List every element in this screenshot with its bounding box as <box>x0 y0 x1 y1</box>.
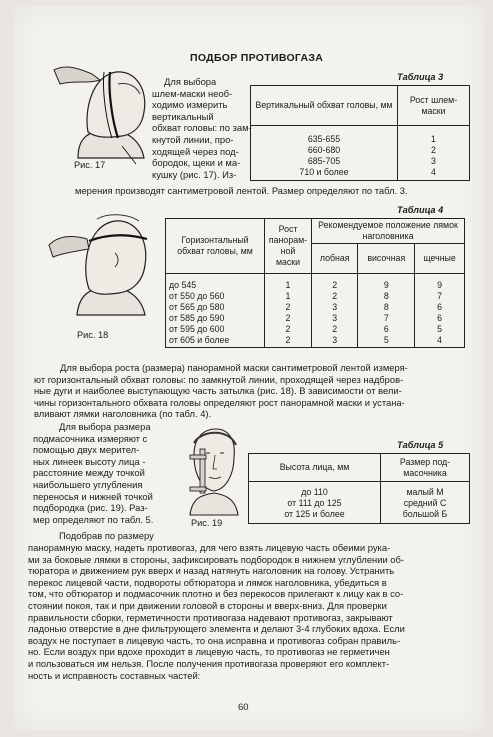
table-row: 4 <box>437 335 443 345</box>
table-row: 2 <box>332 280 338 290</box>
table-row: 5 <box>383 335 389 345</box>
paragraph-1-tail: мерения производят сантиметровой лентой. Размер определяют по табл. 3. <box>75 185 408 196</box>
text-line: мер определяют по табл. 5. <box>33 513 154 525</box>
table-3 <box>250 85 470 181</box>
text-line: ных линеек высоту лица - <box>33 455 146 467</box>
table-row: 3 <box>332 335 338 345</box>
table-header: Рост панорам-ной маски <box>265 219 312 274</box>
table-header: Высота лица, мм <box>249 454 381 482</box>
table-row: 2 <box>285 302 291 312</box>
text-line: Для выбора роста (размера) панорамной маски сантиметровой лентой измеря- <box>60 362 408 373</box>
table-row: 6 <box>437 313 443 323</box>
table-row: 635-655 <box>307 134 341 144</box>
table-row: 4 <box>431 167 436 177</box>
table-subheader: лобная <box>312 244 358 274</box>
table-row: от 111 до 125 <box>287 498 342 508</box>
text-line: Для выбора <box>164 76 217 87</box>
table-subheader: височная <box>358 244 415 274</box>
text-line: том, что обтюратор и подмасочник плотно и без перекосов прилегают к лицу как в со- <box>28 588 404 600</box>
table-4 <box>165 218 465 348</box>
text-line: вливают лямки наголовника (по табл. 4). <box>34 408 212 420</box>
table-cell <box>398 126 470 181</box>
text-line: бородок, щеки и ма- <box>152 157 241 169</box>
table-row: 8 <box>383 291 389 301</box>
text-line: расстояние между точкой <box>33 467 145 479</box>
table-row: от 595 до 600 <box>169 324 225 334</box>
table-row: от 550 до 560 <box>169 291 225 301</box>
text-line: ладонью отверстие в дне фильтрующего элемента и делают 3-4 глубоких вдоха. Если <box>28 623 405 635</box>
table-header: Размер под-масочника <box>381 454 470 482</box>
figure-18-caption: Рис. 18 <box>77 330 109 340</box>
table-row: 2 <box>431 145 436 155</box>
text-line: панорамную маску, надеть противогаз, для чего взять лицевую часть обеими рука- <box>28 542 391 553</box>
paragraph-2 <box>34 362 479 420</box>
table-row: 1 <box>431 134 436 144</box>
table-row: 2 <box>285 324 291 334</box>
text-line: ходимо измерить <box>152 99 228 111</box>
text-line: тюратора и движением рук вверх и назад натянуть наголовник на голову. Устранить <box>28 565 395 577</box>
text-line: чины горизонтального обхвата головы определяют рост панорамной маски и устана- <box>34 396 405 408</box>
text-line: Для выбора размера <box>59 421 151 432</box>
text-line: наибольшего углубления <box>33 478 143 490</box>
figure-19-caption: Рис. 19 <box>191 518 223 528</box>
text-line: воздух не поступает в лицевую часть, то она исправна и противогаз собран правиль- <box>28 634 401 646</box>
table-row: до 545 <box>169 280 197 290</box>
table-row: 1 <box>285 280 291 290</box>
text-line: ность и исправность составных частей: <box>28 669 201 681</box>
table-4-label: Таблица 4 <box>397 205 444 215</box>
text-line: кнутой линии, про- <box>152 133 234 145</box>
table-row: 9 <box>437 280 443 290</box>
table-row: 2 <box>332 291 338 301</box>
table-cell <box>251 126 398 181</box>
table-row: 3 <box>332 313 338 323</box>
table-row: 7 <box>383 313 389 323</box>
table-row: от 125 и более <box>284 509 345 519</box>
table-row: 6 <box>437 302 443 312</box>
page-number: 60 <box>238 702 249 713</box>
table-row: средний С <box>403 498 447 508</box>
table-row: 6 <box>383 324 389 334</box>
text-line: правильности сборки, герметичности противогаза надевают противогаз, закрывают <box>28 611 393 623</box>
text-line: перекос лицевой части, подвороты обтюратора и лямок наголовника, убедиться в <box>28 576 387 588</box>
table-row: большой Б <box>402 509 448 519</box>
table-row: 2 <box>332 324 338 334</box>
paragraph-4 <box>28 542 478 681</box>
figure-17-illustration <box>48 50 158 165</box>
paragraph-4-first-line: Подобрав по размеру <box>59 530 154 541</box>
text-line: обхват головы: по зам- <box>152 122 252 134</box>
table-3-label: Таблица 3 <box>397 72 444 82</box>
table-5 <box>248 453 470 524</box>
table-row: 9 <box>383 280 389 290</box>
table-cell <box>415 274 465 348</box>
table-row: от 585 до 590 <box>169 313 225 323</box>
text-line: кушку (рис. 17). Из- <box>152 168 237 180</box>
table-cell <box>166 274 265 348</box>
text-line: ные дуги и наиболее выступающую часть затылка (рис. 18). В зависимости от вели- <box>34 385 402 397</box>
table-row: 2 <box>285 335 291 345</box>
table-cell <box>381 482 470 524</box>
table-row: 5 <box>437 324 443 334</box>
figure-18-illustration <box>45 205 160 320</box>
table-row: малый М <box>406 487 444 497</box>
figure-17-caption: Рис. 17 <box>74 160 106 170</box>
text-line: вертикальный <box>152 110 214 122</box>
text-line: подмасочника измеряют с <box>33 432 148 444</box>
table-header: Рост шлем-маски <box>398 86 470 126</box>
page-title: ПОДБОР ПРОТИВОГАЗА <box>190 52 324 64</box>
table-row: 3 <box>332 302 338 312</box>
table-row: 8 <box>383 302 389 312</box>
text-line: ходящей через под- <box>152 145 239 157</box>
table-row: до 110 <box>301 487 328 497</box>
figure-19-illustration <box>180 425 248 517</box>
table-row: 1 <box>285 291 291 301</box>
text-line: ми за боковые лямки в стороны, зафиксировать подбородок в нижнем углублении об- <box>28 553 405 565</box>
table-header: Горизонтальный обхват головы, мм <box>166 219 265 274</box>
table-cell <box>312 274 358 348</box>
table-row: 685-705 <box>307 156 341 166</box>
table-cell <box>249 482 381 524</box>
table-row: 2 <box>285 313 291 323</box>
table-header: Рекомендуемое положение лямок наголовника <box>312 219 465 244</box>
paragraph-1 <box>152 76 262 180</box>
table-row: 7 <box>437 291 443 301</box>
table-subheader: щечные <box>415 244 465 274</box>
table-5-label: Таблица 5 <box>397 440 444 450</box>
paragraph-3 <box>33 421 183 525</box>
text-line: стоянии покоя, так и при движении головой в стороны и вверх-вниз. Для проверки <box>28 599 387 611</box>
table-row: 3 <box>431 156 436 166</box>
text-line: помощью двух мерител- <box>33 444 140 456</box>
table-cell <box>265 274 312 348</box>
table-row: от 605 и более <box>169 335 230 345</box>
table-cell <box>358 274 415 348</box>
text-line: и пользоваться им нельзя. После получения противогаза проверяют его комплект- <box>28 657 390 669</box>
table-row: 710 и более <box>299 167 349 177</box>
text-line: ют горизонтальный обхват головы: по замкнутой линии, проходящей через надбров- <box>34 373 404 385</box>
table-header: Вертикальный обхват головы, мм <box>251 86 398 126</box>
text-line: переносья и нижней точкой <box>33 490 153 502</box>
table-row: 660-680 <box>307 145 341 155</box>
table-row: от 565 до 580 <box>169 302 225 312</box>
text-line: шлем-маски необ- <box>152 87 233 99</box>
text-line: но. Если воздух при вдохе проходит в лицевую часть, то противогаз не герметичен <box>28 646 390 658</box>
text-line: подбородка (рис. 19). Раз- <box>33 502 148 514</box>
